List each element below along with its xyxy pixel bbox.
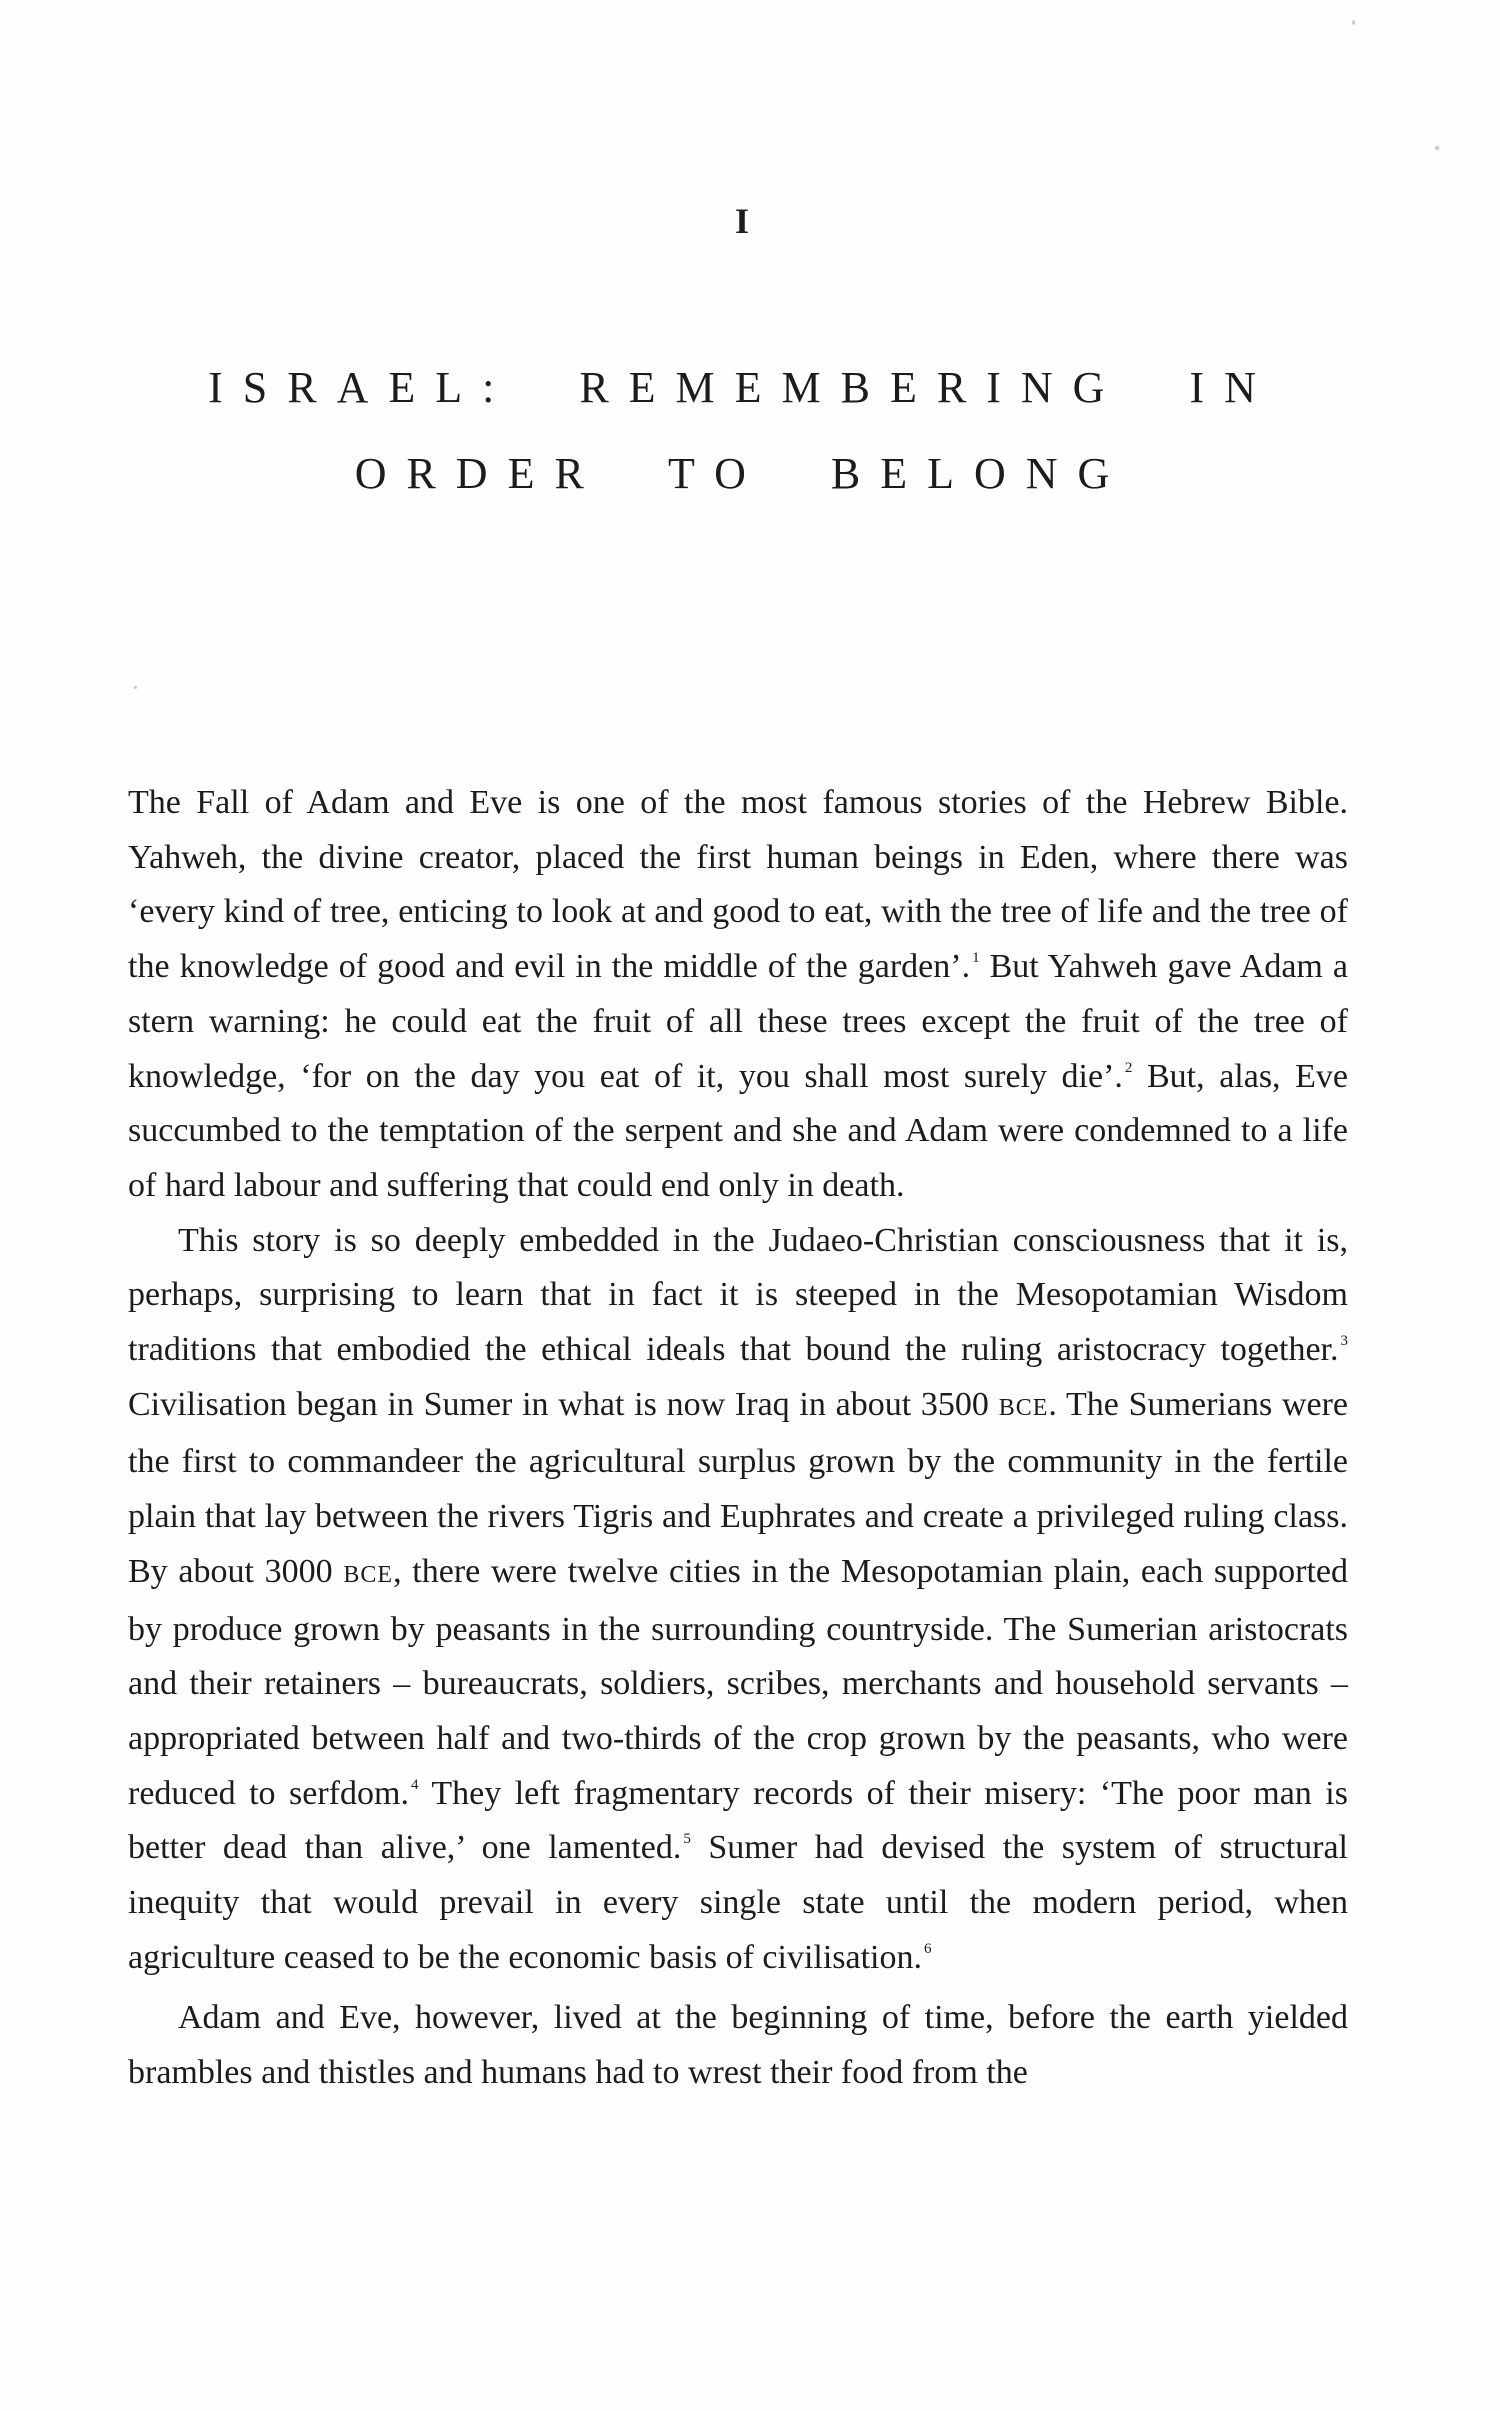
text-run: Sumer had devised the system of structural inequity that would prevail in every single state until the modern period, when agriculture ceased to be the economic basis of civilisation. — [128, 1829, 1348, 1976]
paper-speck — [1352, 20, 1355, 25]
text-run: . The Sumerians were the first to commandeer the agricultural surplus grown by the community in the fertile plain that lay between the rivers Tigris and Euphrates and create a privileged ruling class. By about 3000 — [128, 1385, 1348, 1590]
chapter-title-line-1: ISRAEL: REMEMBERING IN — [208, 363, 1276, 412]
paper-speck — [1435, 146, 1439, 150]
footnote-marker[interactable]: 4 — [410, 1776, 419, 1793]
text-run: Adam and Eve, however, lived at the beginning of time, before the earth yielded brambles and thistles and humans had to wrest their food from the — [128, 1999, 1348, 2092]
era-abbreviation: BCE — [998, 1394, 1049, 1421]
text-run: This story is so deeply embedded in the Judaeo-Christian consciousness that it is, perhaps, surprising to learn that in fact it is steeped in the Mesopotamian Wisdom traditions that embodied the ethical ideals that bound the ruling aristocracy together. — [128, 1221, 1348, 1369]
paper-speck — [134, 686, 137, 689]
paragraph — [128, 1214, 1348, 1986]
text-run: , there were twelve cities in the Mesopotamian plain, each supported by produce grown by peasants in the surrounding countryside. The Sumerian aristocrats and their retainers – bureaucrats, soldiers, scribes, merchants and household servants – appropriated between half and two-thirds of the crop grown by the peasants, who were reduced to serfdom. — [128, 1552, 1349, 1812]
paragraph — [128, 1991, 1348, 2100]
footnote-marker[interactable]: 3 — [1340, 1333, 1348, 1350]
footnote-marker[interactable]: 2 — [1124, 1059, 1133, 1076]
chapter-title-line-2: ORDER TO BELONG — [354, 449, 1130, 498]
footnote-marker[interactable]: 1 — [972, 950, 980, 967]
era-abbreviation: BCE — [343, 1561, 394, 1588]
body-text — [128, 776, 1348, 2101]
paragraph — [128, 776, 1348, 1214]
chapter-number: I — [734, 201, 749, 241]
text-run: Civilisation began in Sumer in what is now Iraq in about 3500 — [128, 1385, 999, 1423]
text-run: But Yahweh gave Adam a stern warning: he could eat the fruit of all these trees except the fruit of the tree of knowledge, ‘for on the day you eat of it, you shall most surely die’. — [128, 948, 1348, 1095]
text-run: But, alas, Eve succumbed to the temptation of the serpent and she and Adam were condemned to a life of hard labour and suffering that could end only in death. — [128, 1057, 1348, 1204]
footnote-marker[interactable]: 6 — [924, 1940, 932, 1957]
text-run: They left fragmentary records of their misery: ‘The poor man is better dead than alive,’ one lamented. — [128, 1774, 1348, 1867]
text-run: The Fall of Adam and Eve is one of the most famous stories of the Hebrew Bible. Yahweh, the divine creator, placed the first human beings in Eden, where there was ‘every kind of tree, enticing to look at and good to eat, with the tree of life and the tree of the knowledge of good and evil in the middle of the garden’. — [128, 784, 1348, 986]
footnote-marker[interactable]: 5 — [683, 1831, 691, 1848]
